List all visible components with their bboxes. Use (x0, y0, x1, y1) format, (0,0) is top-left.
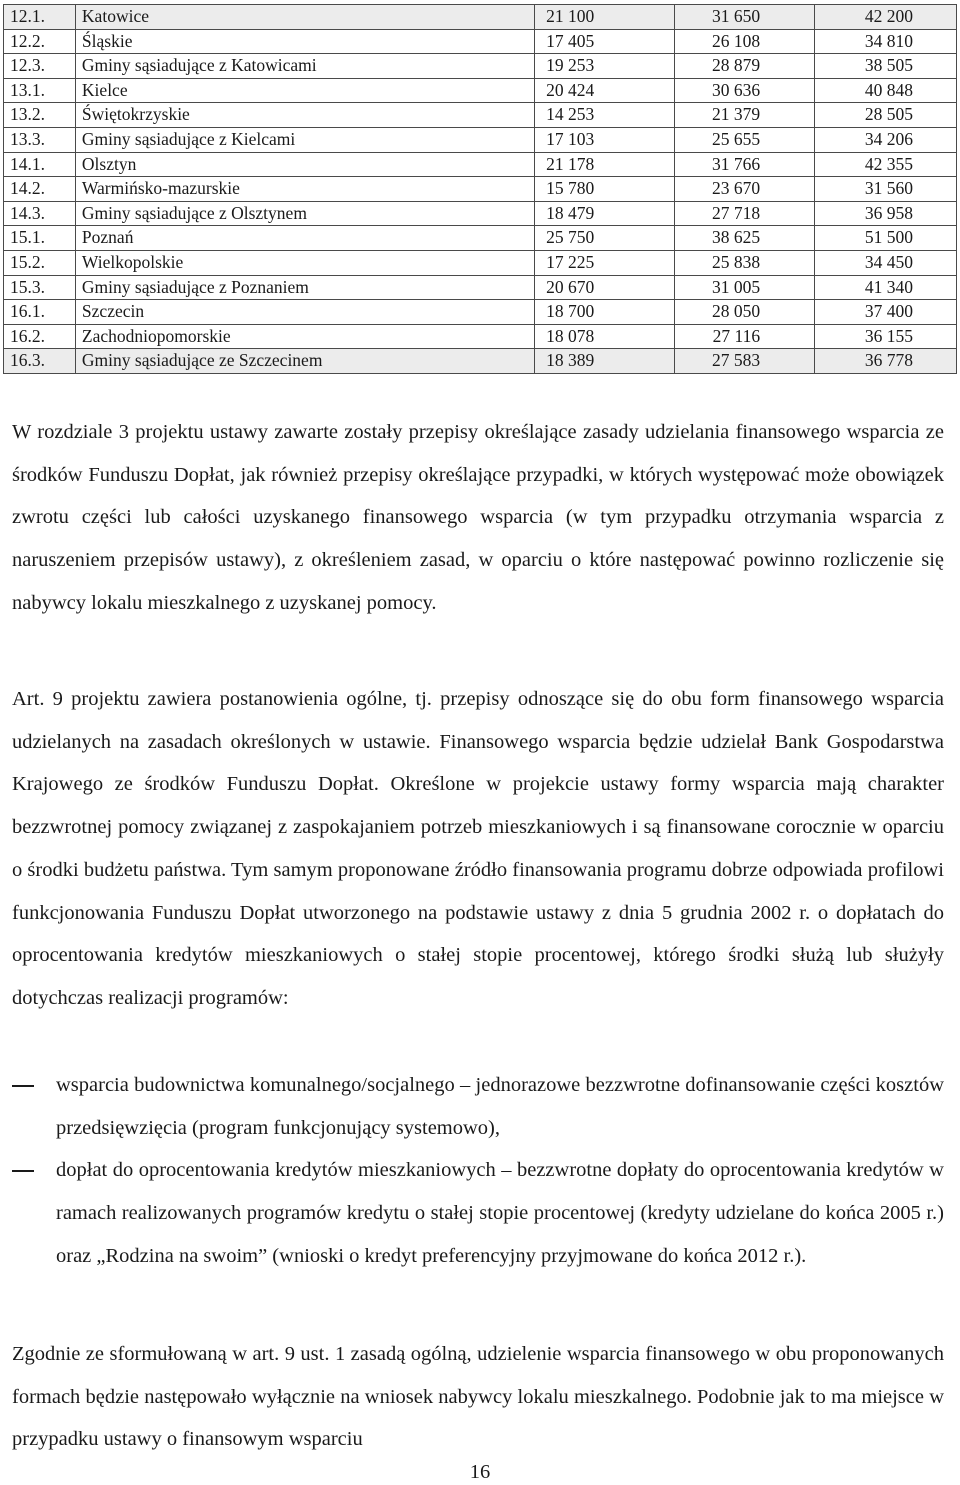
cell-value-3: 40 848 (815, 78, 957, 103)
cell-id: 16.2. (4, 324, 76, 349)
cell-value-1: 18 078 (535, 324, 675, 349)
cell-id: 13.2. (4, 103, 76, 128)
cell-value-1: 18 700 (535, 300, 675, 325)
cell-name: Zachodniopomorskie (75, 324, 534, 349)
programs-list (12, 1064, 944, 1278)
cell-id: 15.3. (4, 275, 76, 300)
cell-name: Gminy sąsiadujące z Katowicami (75, 54, 534, 79)
dash-bullet-icon (12, 1085, 34, 1087)
cell-value-3: 34 810 (815, 29, 957, 54)
table-row (4, 275, 957, 300)
housing-limits-table (3, 4, 957, 374)
list-item (12, 1149, 944, 1277)
cell-name: Wielkopolskie (75, 250, 534, 275)
cell-value-2: 26 108 (675, 29, 815, 54)
cell-value-3: 31 560 (815, 177, 957, 202)
cell-name: Gminy sąsiadujące z Poznaniem (75, 275, 534, 300)
cell-id: 13.3. (4, 127, 76, 152)
cell-value-3: 28 505 (815, 103, 957, 128)
cell-value-2: 28 050 (675, 300, 815, 325)
table-row (4, 5, 957, 30)
cell-id: 14.2. (4, 177, 76, 202)
cell-value-2: 27 583 (675, 349, 815, 374)
cell-value-2: 23 670 (675, 177, 815, 202)
cell-value-2: 31 005 (675, 275, 815, 300)
cell-name: Warmińsko-mazurskie (75, 177, 534, 202)
paragraph-text: Art. 9 projektu zawiera postanowienia ogólne, tj. przepisy odnoszące się do obu form finansowego wsparcia udzielanych na zasadach określonych w ustawie. Finansowego wsparcia będzie udzielał Bank Gospodarstwa Krajowego ze środków Funduszu Dopłat. Określone w projekcie ustawy formy wsparcia mają charakter bezzwrotnej pomocy związanej z zaspokajaniem potrzeb mieszkaniowych i są finansowane corocznie w oparciu o środki budżetu państwa. Tym samym proponowane źródło finansowania programu dobrze odpowiada profilowi funkcjonowania Funduszu Dopłat utworzonego na podstawie ustawy z dnia 5 grudnia 2002 r. o dopłatach do oprocentowania kredytów mieszkaniowych o stałej stopie procentowej, którego środki służą lub służyły dotychczas realizacji programów: (12, 688, 944, 1009)
cell-id: 16.3. (4, 349, 76, 374)
cell-id: 12.1. (4, 5, 76, 30)
page-number: 16 (469, 1461, 491, 1483)
table-row (4, 226, 957, 251)
cell-name: Gminy sąsiadujące z Olsztynem (75, 201, 534, 226)
cell-value-1: 25 750 (535, 226, 675, 251)
table-row (4, 250, 957, 275)
cell-value-2: 28 879 (675, 54, 815, 79)
table-row (4, 177, 957, 202)
cell-value-1: 20 670 (535, 275, 675, 300)
cell-id: 15.2. (4, 250, 76, 275)
cell-value-1: 14 253 (535, 103, 675, 128)
cell-value-3: 36 155 (815, 324, 957, 349)
list-item-text: dopłat do oprocentowania kredytów mieszkaniowych – bezzwrotne dopłaty do oprocentowania kredytów w ramach realizowanych programów kredytu o stałej stopie procentowej (kredyty udzielane do końca 2005 r.) oraz „Rodzina na swoim” (wnioski o kredyt preferencyjny przyjmowane do końca 2012 r.). (56, 1159, 944, 1267)
cell-id: 12.2. (4, 29, 76, 54)
table-row (4, 127, 957, 152)
cell-value-1: 15 780 (535, 177, 675, 202)
cell-value-2: 25 655 (675, 127, 815, 152)
paragraph-general-rule (12, 1333, 944, 1461)
cell-value-3: 51 500 (815, 226, 957, 251)
cell-value-2: 38 625 (675, 226, 815, 251)
cell-name: Katowice (75, 5, 534, 30)
cell-name: Kielce (75, 78, 534, 103)
cell-id: 16.1. (4, 300, 76, 325)
table-row (4, 349, 957, 374)
cell-name: Olsztyn (75, 152, 534, 177)
cell-id: 14.3. (4, 201, 76, 226)
cell-id: 15.1. (4, 226, 76, 251)
cell-value-1: 20 424 (535, 78, 675, 103)
cell-value-1: 17 103 (535, 127, 675, 152)
cell-value-3: 38 505 (815, 54, 957, 79)
cell-value-1: 19 253 (535, 54, 675, 79)
cell-value-1: 17 225 (535, 250, 675, 275)
table-row (4, 152, 957, 177)
cell-value-3: 37 400 (815, 300, 957, 325)
table-row (4, 78, 957, 103)
table-row (4, 300, 957, 325)
cell-value-2: 27 116 (675, 324, 815, 349)
paragraph-chapter-3 (12, 411, 944, 625)
cell-value-2: 31 766 (675, 152, 815, 177)
cell-id: 12.3. (4, 54, 76, 79)
cell-name: Śląskie (75, 29, 534, 54)
cell-value-2: 31 650 (675, 5, 815, 30)
cell-value-1: 17 405 (535, 29, 675, 54)
table-row (4, 201, 957, 226)
cell-value-1: 18 389 (535, 349, 675, 374)
table-row (4, 29, 957, 54)
table-body (4, 5, 957, 374)
dash-bullet-icon (12, 1170, 34, 1172)
cell-name: Gminy sąsiadujące z Kielcami (75, 127, 534, 152)
cell-value-3: 42 355 (815, 152, 957, 177)
cell-value-1: 18 479 (535, 201, 675, 226)
cell-name: Poznań (75, 226, 534, 251)
cell-name: Szczecin (75, 300, 534, 325)
cell-value-1: 21 100 (535, 5, 675, 30)
paragraph-art-9 (12, 678, 944, 1020)
table-row (4, 103, 957, 128)
paragraph-text: W rozdziale 3 projektu ustawy zawarte zostały przepisy określające zasady udzielania finansowego wsparcia ze środków Funduszu Dopłat, jak również przepisy określające przypadki, w których występować może obowiązek zwrotu części lub całości uzyskanego finansowego wsparcia (w tym przypadku otrzymania wsparcia z naruszeniem przepisów ustawy), z określeniem zasad, w oparciu o które następować powinno rozliczenie się nabywcy lokalu mieszkalnego z uzyskanej pomocy. (12, 421, 944, 614)
cell-value-2: 30 636 (675, 78, 815, 103)
cell-value-3: 34 206 (815, 127, 957, 152)
list-item (12, 1064, 944, 1149)
cell-name: Świętokrzyskie (75, 103, 534, 128)
cell-value-3: 36 958 (815, 201, 957, 226)
table-row (4, 324, 957, 349)
cell-id: 13.1. (4, 78, 76, 103)
cell-value-2: 27 718 (675, 201, 815, 226)
cell-value-2: 21 379 (675, 103, 815, 128)
cell-value-3: 36 778 (815, 349, 957, 374)
cell-value-1: 21 178 (535, 152, 675, 177)
list-item-text: wsparcia budownictwa komunalnego/socjalnego – jednorazowe bezzwrotne dofinansowanie części kosztów przedsięwzięcia (program funkcjonujący systemowo), (56, 1074, 944, 1139)
cell-name: Gminy sąsiadujące ze Szczecinem (75, 349, 534, 374)
paragraph-text: Zgodnie ze sformułowaną w art. 9 ust. 1 zasadą ogólną, udzielenie wsparcia finansowego w obu proponowanych formach będzie następowało wyłącznie na wniosek nabywcy lokalu mieszkalnego. Podobnie jak to ma miejsce w przypadku ustawy o finansowym wsparciu (12, 1343, 944, 1451)
table-row (4, 54, 957, 79)
cell-id: 14.1. (4, 152, 76, 177)
cell-value-3: 34 450 (815, 250, 957, 275)
cell-value-3: 42 200 (815, 5, 957, 30)
cell-value-3: 41 340 (815, 275, 957, 300)
cell-value-2: 25 838 (675, 250, 815, 275)
